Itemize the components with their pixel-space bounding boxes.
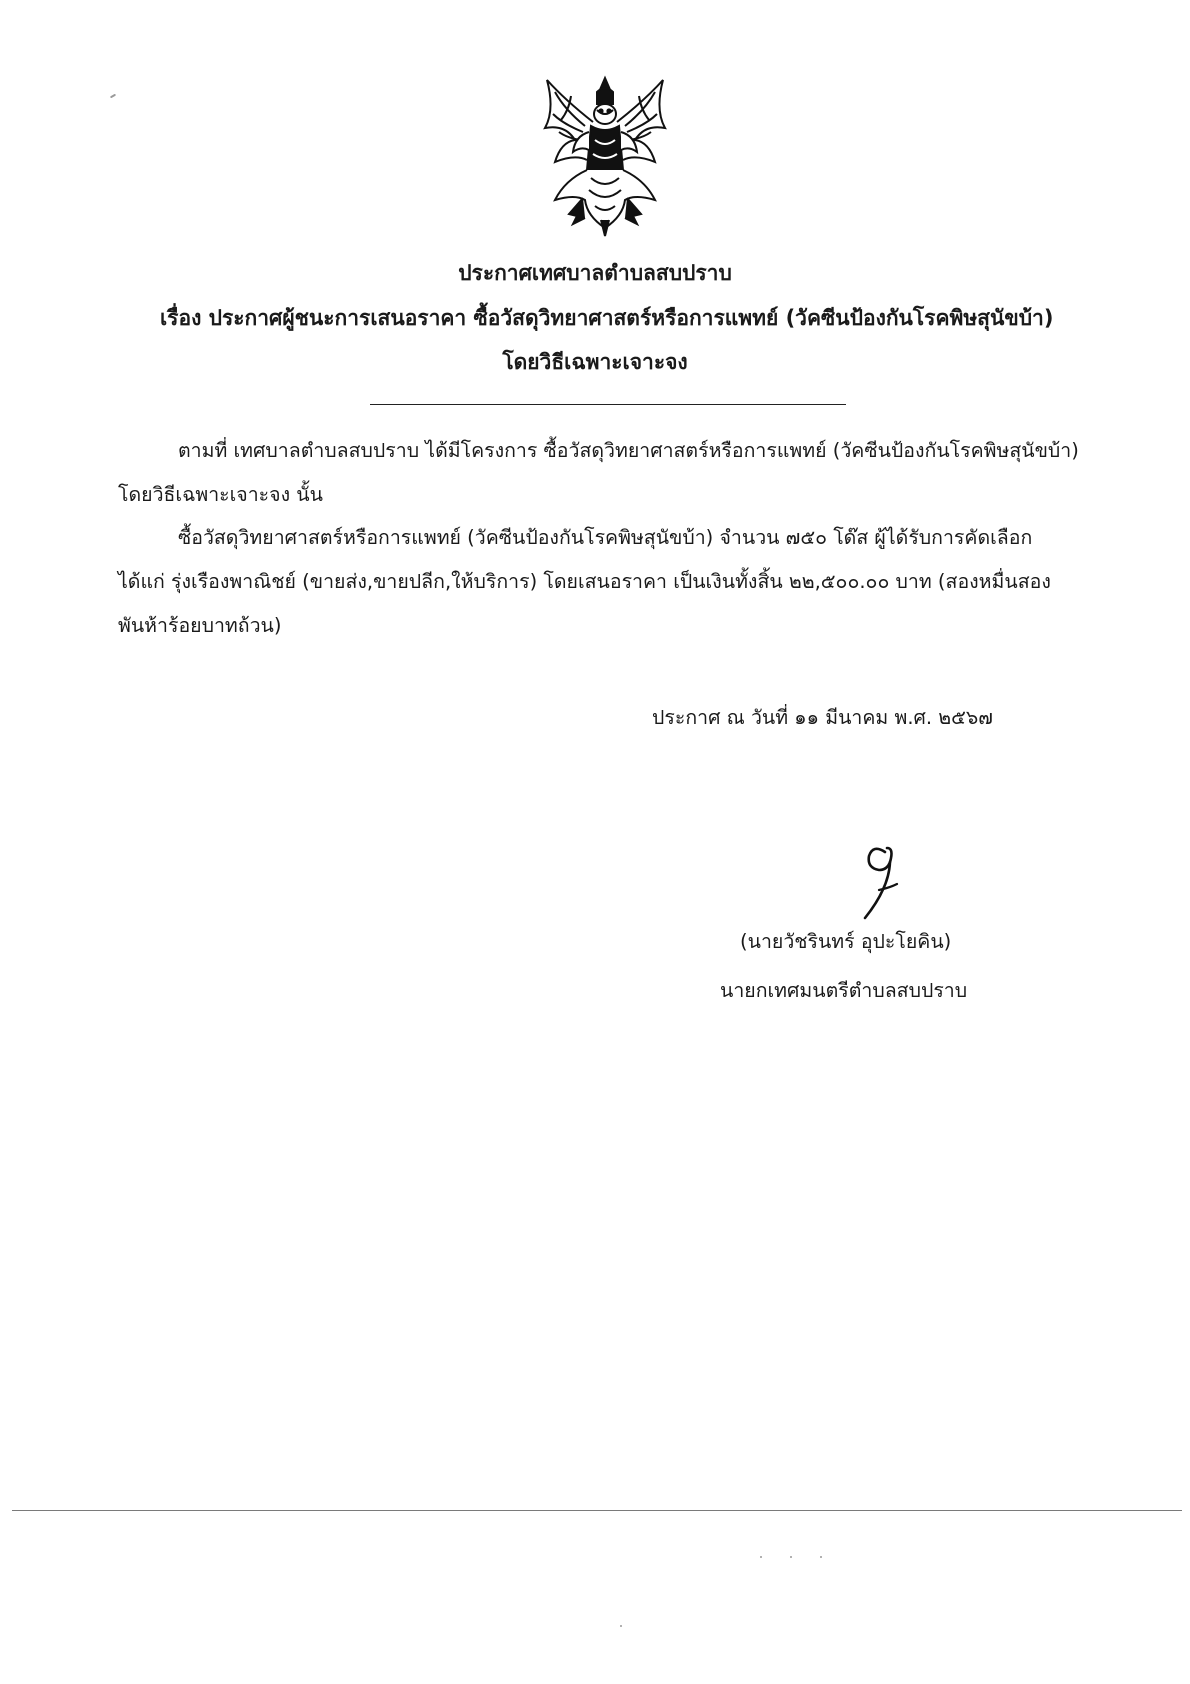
signer-position: นายกเทศมนตรีตำบลสบปราบ xyxy=(720,979,968,1002)
announcement-subject: เรื่อง ประกาศผู้ชนะการเสนอราคา ซื้อวัสดุวิทยาศาสตร์หรือการแพทย์ (วัคซีนป้องกันโรคพิษสุนัขบ้า) xyxy=(160,306,1054,330)
scan-speck xyxy=(620,1625,622,1627)
procurement-method: โดยวิธีเฉพาะเจาะจง xyxy=(502,350,688,374)
scan-speck xyxy=(110,94,116,99)
scan-speck xyxy=(760,1556,762,1558)
garuda-emblem-icon xyxy=(525,70,685,240)
paragraph-1-line-2: โดยวิธีเฉพาะเจาะจง นั้น xyxy=(118,483,323,506)
paragraph-2-line-3: พันห้าร้อยบาทถ้วน) xyxy=(118,614,282,637)
scan-speck xyxy=(820,1556,822,1558)
paragraph-2-line-1: ซื้อวัสดุวิทยาศาสตร์หรือการแพทย์ (วัคซีนป้องกันโรคพิษสุนัขบ้า) จำนวน ๗๕๐ โด๊ส ผู้ได้รับการคัดเลือก xyxy=(178,526,1033,549)
signer-name: (นายวัชรินทร์ อุปะโยคิน) xyxy=(740,930,952,953)
paragraph-2-line-2: ได้แก่ รุ่งเรืองพาณิชย์ (ขายส่ง,ขายปลีก,ให้บริการ) โดยเสนอราคา เป็นเงินทั้งสิ้น ๒๒,๕๐๐.๐๐ บาท (สองหมื่นสอง xyxy=(118,570,1051,593)
handwritten-signature-icon xyxy=(845,838,915,938)
announcement-title: ประกาศเทศบาลตำบลสบปราบ xyxy=(458,261,732,285)
scan-speck xyxy=(790,1556,792,1558)
divider-line xyxy=(370,404,846,405)
announcement-date: ประกาศ ณ วันที่ ๑๑ มีนาคม พ.ศ. ๒๕๖๗ xyxy=(652,706,993,729)
scan-artifact-dots xyxy=(270,1300,1130,1302)
paragraph-1-line-1: ตามที่ เทศบาลตำบลสบปราบ ได้มีโครงการ ซื้อวัสดุวิทยาศาสตร์หรือการแพทย์ (วัคซีนป้องกันโรคพิษสุนัขบ้า) xyxy=(178,439,1079,462)
scan-edge-line xyxy=(12,1510,1182,1511)
